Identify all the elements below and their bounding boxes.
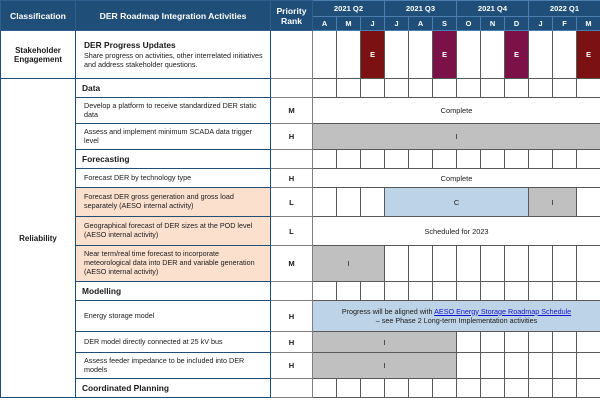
timeline-cell: [553, 246, 577, 282]
timeline-cell: [529, 79, 553, 98]
activity-title: Energy storage model: [76, 301, 271, 332]
timeline-cell: [385, 31, 409, 79]
timeline-cell: [361, 188, 385, 217]
timeline-cell: [505, 282, 529, 301]
timeline-cell: [481, 379, 505, 398]
timeline-cell: [529, 353, 553, 379]
timeline-cell: [385, 379, 409, 398]
timeline-bar-i: I: [313, 353, 457, 379]
header-classification: Classification: [1, 1, 76, 31]
timeline-cell: [337, 31, 361, 79]
timeline-cell: [313, 379, 337, 398]
activity-title: Assess and implement minimum SCADA data trigger level: [76, 124, 271, 150]
timeline-cell: [433, 282, 457, 301]
timeline-cell: [313, 31, 337, 79]
timeline-cell: [529, 150, 553, 169]
timeline-cell: [577, 332, 600, 353]
priority-rank-value: L: [271, 188, 313, 217]
timeline-cell: [361, 79, 385, 98]
timeline-cell: [337, 79, 361, 98]
table-header: [1, 1, 600, 31]
timeline-cell: [433, 246, 457, 282]
timeline-cell: [409, 246, 433, 282]
timeline-cell: [553, 353, 577, 379]
timeline-cell: [337, 150, 361, 169]
timeline-cell: [433, 379, 457, 398]
activity-subtitle: Share progress on activities, other interrelated initiatives and address stakeholder questions.: [84, 50, 263, 69]
timeline-status-text: Complete: [313, 169, 600, 188]
table-row: [1, 246, 600, 282]
timeline-cell: [481, 150, 505, 169]
timeline-cell: [409, 282, 433, 301]
timeline-cell: [409, 31, 433, 79]
milestone-marker: E: [577, 31, 600, 79]
activity-title: Forecast DER by technology type: [76, 169, 271, 188]
table-row: [1, 124, 600, 150]
timeline-cell: [505, 353, 529, 379]
timeline-bar-i: I: [313, 246, 385, 282]
activity-title: Develop a platform to receive standardized DER static data: [76, 98, 271, 124]
priority-rank-value: H: [271, 124, 313, 150]
header-row-quarters: [1, 1, 600, 17]
note-prefix: Progress will be aligned with: [341, 306, 435, 316]
timeline-cell: [457, 379, 481, 398]
section-row: [1, 150, 600, 169]
aeso-energy-storage-roadmap-link[interactable]: AESO Energy Storage Roadmap Schedule: [434, 306, 572, 316]
timeline-cell: [457, 150, 481, 169]
activity-cell: [76, 31, 271, 79]
timeline-cell: [361, 282, 385, 301]
timeline-cell: [337, 282, 361, 301]
priority-rank-value: L: [271, 217, 313, 246]
header-month-aug: A: [409, 17, 433, 31]
timeline-cell: [553, 379, 577, 398]
header-month-dec: D: [505, 17, 529, 31]
activity-title: Assess feeder impedance to be included into DER models: [76, 353, 271, 379]
timeline-cell: [481, 353, 505, 379]
table-row: [1, 353, 600, 379]
activity-title: DER model directly connected at 25 kV bus: [76, 332, 271, 353]
timeline-cell: [385, 282, 409, 301]
section-title-modelling: Modelling: [76, 282, 271, 301]
timeline-cell: [529, 246, 553, 282]
table-row: [1, 217, 600, 246]
header-month-oct: O: [457, 17, 481, 31]
header-priority-line1: Priority: [276, 5, 307, 16]
timeline-cell: [313, 282, 337, 301]
timeline-cell: [577, 246, 600, 282]
priority-rank-value: H: [271, 301, 313, 332]
header-month-jun: J: [361, 17, 385, 31]
timeline-cell: [505, 150, 529, 169]
header-month-may: M: [337, 17, 361, 31]
activity-title: Forecast DER gross generation and gross load separately (AESO internal activity): [76, 188, 271, 217]
timeline-cell: [481, 282, 505, 301]
timeline-cell: [457, 282, 481, 301]
timeline-cell: [505, 246, 529, 282]
timeline-bar-i: I: [529, 188, 577, 217]
header-month-feb: F: [553, 17, 577, 31]
header-quarter-2021-q2: 2021 Q2: [313, 1, 385, 17]
timeline-cell: [577, 150, 600, 169]
timeline-cell: [457, 332, 481, 353]
note-suffix: – see Phase 2 Long-term Implementation activities: [375, 316, 538, 325]
priority-rank-value: [271, 379, 313, 398]
classification-reliability: Reliability: [1, 79, 76, 398]
timeline-cell: [529, 379, 553, 398]
timeline-cell: [385, 246, 409, 282]
header-month-sep: S: [433, 17, 457, 31]
timeline-cell: [313, 79, 337, 98]
header-activities: DER Roadmap Integration Activities: [76, 1, 271, 31]
timeline-cell: [385, 150, 409, 169]
timeline-cell: [385, 79, 409, 98]
timeline-cell: [457, 79, 481, 98]
priority-rank-value: M: [271, 246, 313, 282]
table-row: [1, 332, 600, 353]
section-row: [1, 379, 600, 398]
timeline-cell: [481, 79, 505, 98]
timeline-cell: [529, 282, 553, 301]
priority-rank-value: H: [271, 353, 313, 379]
timeline-cell: [313, 150, 337, 169]
header-month-jul: J: [385, 17, 409, 31]
timeline-cell: [577, 188, 600, 217]
timeline-cell: [553, 79, 577, 98]
timeline-cell: [481, 246, 505, 282]
timeline-cell: [457, 31, 481, 79]
table-row: [1, 301, 600, 332]
timeline-cell: [361, 379, 385, 398]
timeline-cell: [577, 353, 600, 379]
timeline-cell: [529, 31, 553, 79]
timeline-cell: [337, 379, 361, 398]
timeline-cell: [577, 282, 600, 301]
timeline-cell: [313, 188, 337, 217]
section-title-coordinated-planning: Coordinated Planning: [76, 379, 271, 398]
timeline-cell: [337, 188, 361, 217]
timeline-cell: [457, 246, 481, 282]
timeline-cell: [361, 150, 385, 169]
header-quarter-2022-q1: 2022 Q1: [529, 1, 600, 17]
table-row: [1, 98, 600, 124]
table-row: [1, 31, 600, 79]
milestone-marker: E: [433, 31, 457, 79]
timeline-cell: [481, 332, 505, 353]
priority-rank-value: H: [271, 169, 313, 188]
timeline-cell: [433, 79, 457, 98]
timeline-cell: [505, 379, 529, 398]
timeline-cell: [553, 332, 577, 353]
timeline-cell: [409, 79, 433, 98]
header-month-nov: N: [481, 17, 505, 31]
table-row: [1, 188, 600, 217]
priority-rank-value: [271, 150, 313, 169]
timeline-cell: [433, 150, 457, 169]
table-body: [1, 31, 600, 398]
timeline-cell: [481, 31, 505, 79]
timeline-bar-c: C: [385, 188, 529, 217]
section-title-forecasting: Forecasting: [76, 150, 271, 169]
header-month-mar: M: [577, 17, 600, 31]
timeline-cell: [553, 150, 577, 169]
timeline-cell: [577, 379, 600, 398]
header-month-jan: J: [529, 17, 553, 31]
header-priority-rank: [271, 1, 313, 31]
header-month-apr: A: [313, 17, 337, 31]
classification-stakeholder-engagement: Stakeholder Engagement: [1, 31, 76, 79]
section-title-data: Data: [76, 79, 271, 98]
priority-rank-value: [271, 79, 313, 98]
timeline-cell: [529, 332, 553, 353]
table-row: [1, 169, 600, 188]
timeline-bar-i: I: [313, 124, 600, 150]
timeline-cell: [553, 31, 577, 79]
section-row: [1, 79, 600, 98]
timeline-cell: [577, 79, 600, 98]
timeline-cell: [457, 353, 481, 379]
milestone-marker: E: [361, 31, 385, 79]
activity-title: Near term/real time forecast to incorporate meteorological data into DER and variable generation (AESO internal activity): [76, 246, 271, 282]
activity-title: DER Progress Updates: [84, 39, 176, 50]
timeline-cell: [553, 282, 577, 301]
timeline-cell: [409, 379, 433, 398]
timeline-cell: [505, 332, 529, 353]
header-quarter-2021-q4: 2021 Q4: [457, 1, 529, 17]
priority-rank-value: M: [271, 98, 313, 124]
timeline-cell: [409, 150, 433, 169]
timeline-note: [313, 301, 600, 332]
section-row: [1, 282, 600, 301]
priority-rank-value: [271, 31, 313, 79]
timeline-status-text: Scheduled for 2023: [313, 217, 600, 246]
priority-rank-value: [271, 282, 313, 301]
header-quarter-2021-q3: 2021 Q3: [385, 1, 457, 17]
activity-title: Geographical forecast of DER sizes at the POD level (AESO internal activity): [76, 217, 271, 246]
milestone-marker: E: [505, 31, 529, 79]
timeline-bar-i: I: [313, 332, 457, 353]
timeline-status-text: Complete: [313, 98, 600, 124]
timeline-cell: [505, 79, 529, 98]
priority-rank-value: H: [271, 332, 313, 353]
header-priority-line2: Rank: [280, 15, 302, 26]
